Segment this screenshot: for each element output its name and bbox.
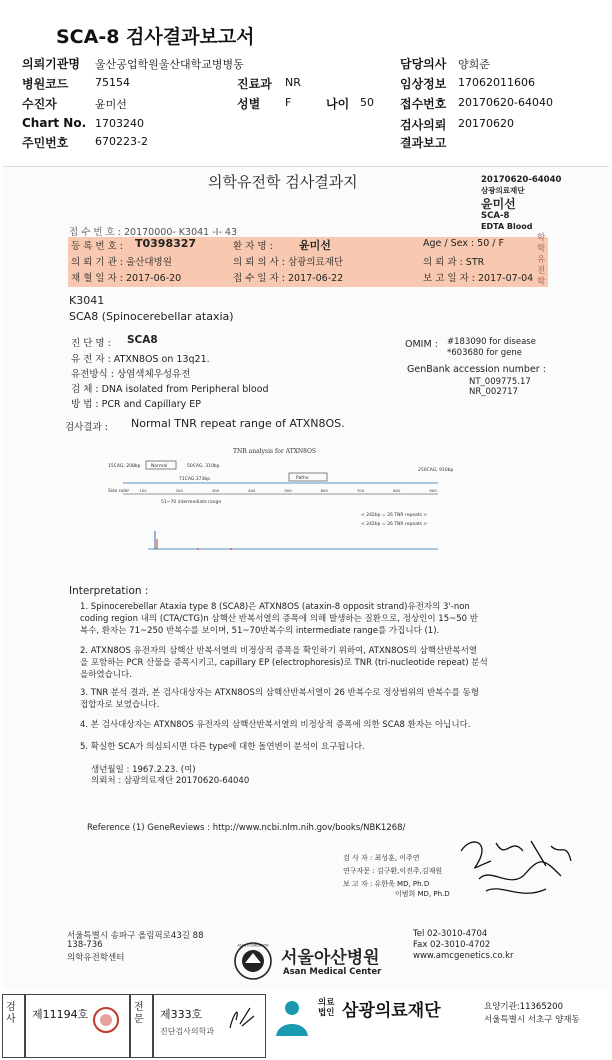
interp-line: 복수, 환자는 71~250 반복수를 보이며, 51~70반복수의 intermediate range를 가집니다 (1). <box>80 626 440 636</box>
axis-tick-label: 500 <box>284 488 292 493</box>
method-line: 방 법 : PCR and Capillary EP <box>71 399 201 410</box>
inheritance-line: 유전방식 : 상염색체우성유전 <box>71 369 191 380</box>
side-stamp <box>537 233 548 288</box>
field-label: 나이 <box>326 97 350 111</box>
axis-tick-label: 400 <box>248 488 256 493</box>
axis-tick-label: 100 <box>139 488 147 493</box>
page-title: SCA-8 검사결과보고서 <box>56 26 255 48</box>
genbank-1: NT_009775.17 <box>469 377 531 387</box>
receipt-number: 접 수 번 호 : 20170000- K3041 -I- 43 <box>69 227 238 238</box>
field-label: 주민번호 <box>22 136 69 150</box>
org-type: 의료법인 <box>318 998 335 1018</box>
axis-tick-label: 300 <box>211 488 220 493</box>
sample-org: 삼광의료재단 <box>481 186 525 195</box>
omim-label: OMIM : <box>405 339 438 350</box>
field-value: F <box>285 96 292 109</box>
gene-line: 유 전 자 : ATXN8OS on 13q21. <box>71 354 210 365</box>
field-value: 20170620-64040 <box>458 96 553 109</box>
age-sex: Age / Sex : 50 / F <box>423 238 504 249</box>
omim-disease: #183090 for disease <box>447 337 536 347</box>
axis-tick-label: 700 <box>356 488 365 493</box>
range-label-3: 71CAG,373bp <box>179 477 211 482</box>
field-label: 성별 <box>237 97 261 111</box>
interpretation-heading: Interpretation : <box>69 585 149 597</box>
range-label-1: 15CAG, 208bp <box>108 464 141 469</box>
axis-tick-label: 900 <box>429 488 437 493</box>
sample-id: 20170620-64040 <box>481 175 562 185</box>
omim-gene: *603680 for gene <box>447 348 523 358</box>
field-value: NR <box>285 76 301 89</box>
normal-label: Normal <box>151 464 168 469</box>
field-label: 수진자 <box>22 97 57 111</box>
peak-dot <box>230 548 232 550</box>
field-value: 50 <box>360 96 374 109</box>
genbank-2: NR_002717 <box>469 387 518 397</box>
footer-cell2-sub: 진단검사의학과 <box>160 1027 215 1036</box>
sample-specimen: EDTA Blood <box>481 222 533 231</box>
test-code: K3041 <box>69 294 105 307</box>
range-label-4: 250CAG, 910bp <box>418 468 454 473</box>
person-logo-icon <box>272 996 312 1036</box>
req-ward: 의 뢰 과 : STR <box>423 257 485 268</box>
interp-line: 5. 확실한 SCA가 의심되시면 다른 type에 대한 돌연변이 분석이 요구됩니다. <box>80 742 365 752</box>
interp-line: 3. TNR 분석 결과, 본 검사대상자는 ATXN8OS의 삼핵산반복서열이 26 반복수로 정상범위의 반복수를 동형 <box>80 688 479 698</box>
emblem-text: ASAN FOUNDATION <box>237 943 269 948</box>
test-name: SCA8 (Spinocerebellar ataxia) <box>69 310 234 323</box>
field-value: 1703240 <box>95 117 144 130</box>
sample-name: 윤미선 <box>481 197 516 211</box>
report-title: 의학유전학 검사결과지 <box>208 173 358 191</box>
range-label-2: 50CAG, 310bp <box>187 464 220 469</box>
field-label: 병원코드 <box>22 77 69 91</box>
interp-line: 1. Spinocerebellar Ataxia type 8 (SCA8)은 ATXN8OS (ataxin-8 opposit strand)유전자의 3'-non <box>80 602 470 612</box>
result-text: Normal TNR repeat range of ATXN8OS. <box>131 417 345 430</box>
patho-label: Patho <box>296 476 309 481</box>
field-label: 임상정보 <box>400 77 447 91</box>
collect-date: 채 혈 일 자 : 2017-06-20 <box>71 273 182 284</box>
hospital-dept: 의학유전학센터 <box>67 953 125 963</box>
axis-tick-label: 800 <box>393 488 401 493</box>
asan-foundation-emblem <box>233 941 273 981</box>
sample-test: SCA-8 <box>481 211 510 221</box>
axis-ticks <box>139 488 437 493</box>
reference: Reference (1) GeneReviews : http://www.ncbi.nlm.nih.gov/books/NBK1268/ <box>87 823 406 833</box>
side-stamp-top: 학 <box>537 233 546 243</box>
footer-cell2-label: 전문 <box>134 1002 144 1025</box>
tnr-figure <box>103 439 454 559</box>
figure-title: TNR analysis for ATXN8OS <box>233 448 316 455</box>
intermediate-label: 51~70 intermediate range <box>161 500 222 505</box>
field-label: 검사의뢰 <box>400 118 447 132</box>
field-label: 담당의사 <box>400 57 447 71</box>
interp-line: coding region 내의 (CTA/CTG)n 삼핵산 반복서열의 증폭에 의해 발생하는 질환으로, 정상인이 15~50 반 <box>80 614 478 624</box>
hospital-tel: Tel 02-3010-4704 <box>413 929 488 939</box>
footer-cell2-no: 제333호 <box>160 1008 203 1021</box>
size-ruler-label: Size ruler <box>108 489 130 494</box>
side-stamp-text: 학유전학 <box>537 244 546 287</box>
peak-label-1: < 242bp = 26 TNR repeats > <box>361 513 428 518</box>
org-code: 요양기관:11365200 <box>484 1002 563 1012</box>
field-label: 의뢰기관명 <box>22 57 80 71</box>
interp-line: 접합자로 보였습니다. <box>80 700 160 710</box>
tester: 검 사 자 : 최성훈, 이주연 <box>343 854 420 862</box>
specimen-line: 검 체 : DNA isolated from Peripheral blood <box>71 384 269 395</box>
req-doctor: 의 뢰 의 사 : 삼광의료재단 <box>233 257 344 268</box>
birth-date: 생년월일 : 1967.2.23. (여) <box>91 765 196 775</box>
patient-label: 환 자 명 : <box>233 241 273 252</box>
field-label: Chart No. <box>22 116 87 130</box>
field-value: 양희준 <box>458 58 490 71</box>
hospital-zip: 138-736 <box>67 940 103 950</box>
org-address: 서울특별시 서초구 양재동 <box>484 1015 580 1025</box>
reg-no: T0398327 <box>135 237 197 250</box>
scanned-report <box>3 166 609 989</box>
result-label: 검사결과 : <box>65 422 108 433</box>
footer-bar <box>0 992 612 1060</box>
field-value: 윤미선 <box>95 98 127 111</box>
interp-line: 을하였습니다. <box>80 670 132 680</box>
diag: SCA8 <box>127 334 158 346</box>
reporter-2: 이범희 MD, Ph.D <box>395 890 450 898</box>
hospital-address: 서울특별시 송파구 올림픽로43길 88 <box>67 931 204 941</box>
field-label: 접수번호 <box>400 97 447 111</box>
hospital-web: www.amcgenetics.co.kr <box>413 951 514 961</box>
diag-label: 진 단 명 : <box>71 338 111 349</box>
requester: 의뢰처 : 삼광의료재단 20170620-64040 <box>91 776 250 786</box>
req-org: 의 뢰 기 관 : 울산대병원 <box>71 257 172 268</box>
reg-no-label: 등 록 번 호 : <box>71 241 123 252</box>
footer-cell1-label: 검사 <box>6 1002 16 1025</box>
axis-tick-label: 600 <box>320 488 328 493</box>
report-date: 보 고 일 자 : 2017-07-04 <box>423 273 534 284</box>
receive-date: 접 수 일 자 : 2017-06-22 <box>233 273 344 284</box>
interp-line: 을 포함하는 PCR 산물을 증폭시키고, capillary EP (electrophoresis)로 TNR (tri-nucleotide repeat) 분석 <box>80 658 488 668</box>
genbank-label: GenBank accession number : <box>407 364 546 375</box>
hospital-name: 서울아산병원 <box>281 948 380 968</box>
red-seal <box>92 1006 120 1034</box>
peak-dot <box>197 548 199 550</box>
axis-tick-label: 200 <box>175 488 183 493</box>
field-value: 울산공업학원울산대학교병병동 <box>95 58 244 71</box>
patient-name: 윤미선 <box>299 239 331 252</box>
interp-line: 2. ATXN8OS 유전자의 삼핵산 반복서열의 비정상적 증폭을 확인하기 위하여, ATXN8OS의 삼핵산반복서열 <box>80 646 478 656</box>
signature-image <box>451 831 581 903</box>
field-value: 20170620 <box>458 117 514 130</box>
researcher: 연구자문 : 김구환,이진주,김재원 <box>343 867 443 875</box>
field-label: 결과보고 <box>400 136 447 150</box>
footer-signature <box>222 1002 258 1032</box>
org-name: 삼광의료재단 <box>342 1001 441 1021</box>
field-value: 670223-2 <box>95 135 148 148</box>
field-value: 75154 <box>95 76 130 89</box>
footer-cell1-no: 제11194호 <box>32 1008 89 1021</box>
hospital-name-en: Asan Medical Center <box>283 967 382 977</box>
field-label: 진료과 <box>237 77 272 91</box>
peak-label-2: < 242bp = 26 TNR repeats > <box>361 522 428 527</box>
interp-line: 4. 본 검사대상자는 ATXN8OS 유전자의 삼핵산반복서열의 비정상적 증폭에 의한 SCA8 환자는 아닙니다. <box>80 720 471 730</box>
field-value: 17062011606 <box>458 76 535 89</box>
reporter: 보 고 자 : 유한욱 MD, Ph.D <box>343 880 430 888</box>
hospital-fax: Fax 02-3010-4702 <box>413 940 491 950</box>
